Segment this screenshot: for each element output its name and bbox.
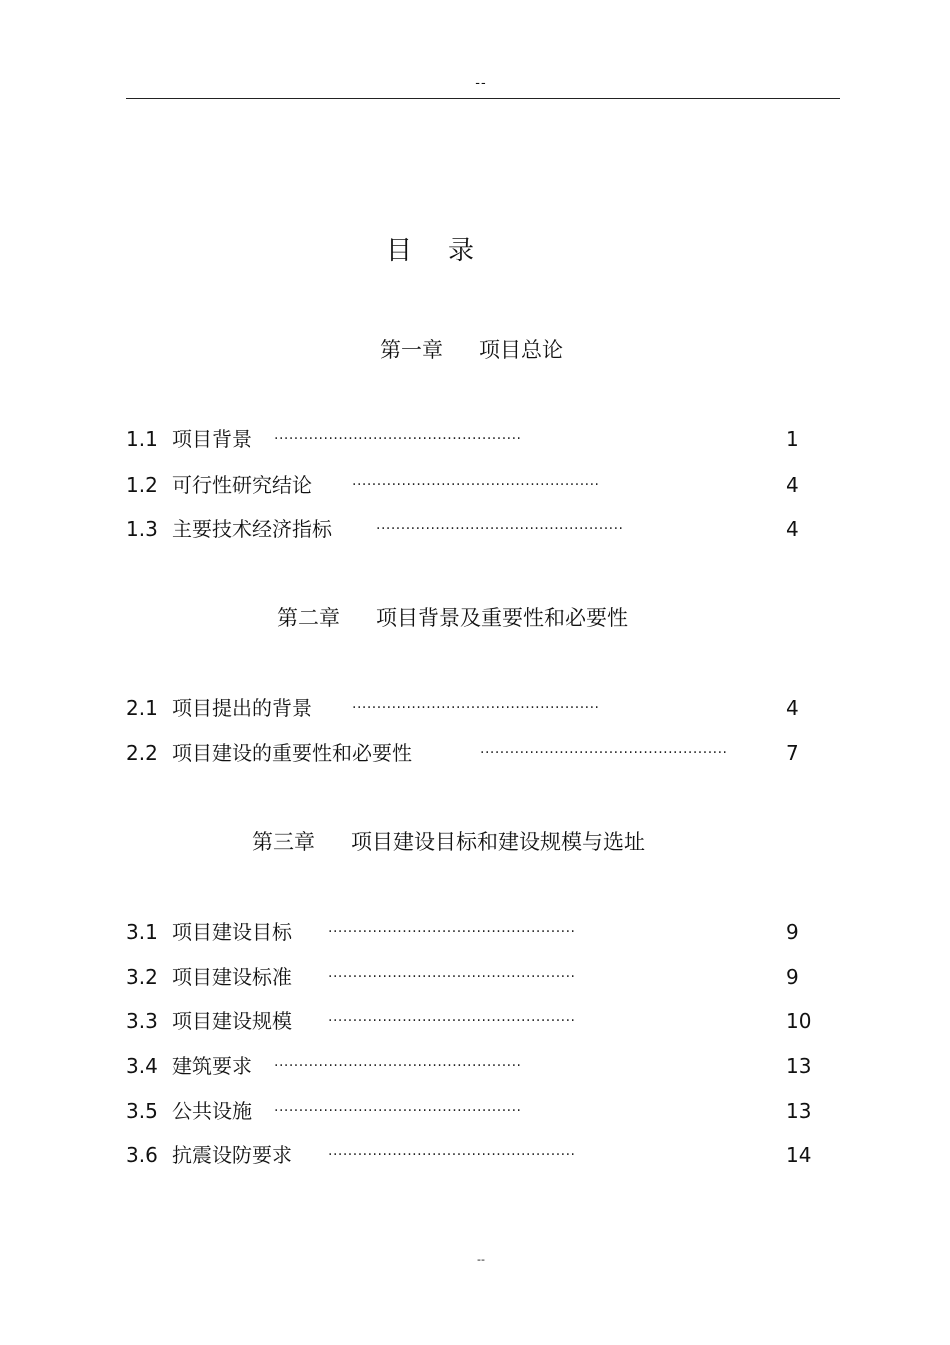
entry-page-number: 9: [786, 965, 799, 989]
toc-title-char-2: 录: [448, 236, 477, 266]
entry-number: 1.2: [126, 473, 158, 497]
entry-text: 项目建设规模: [172, 1009, 292, 1033]
entry-number: 3.2: [126, 965, 158, 989]
dot-leader: ··················································: [376, 522, 624, 536]
toc-entry-2-2[interactable]: [126, 740, 412, 766]
dot-leader: ··················································: [352, 478, 600, 492]
entry-page-number: 4: [786, 696, 799, 720]
entry-page-number: 13: [786, 1054, 812, 1078]
entry-number: 2.1: [126, 696, 158, 720]
entry-text: 建筑要求: [172, 1054, 252, 1078]
toc-entry-3-2[interactable]: [126, 964, 292, 990]
dot-leader: ··················································: [352, 701, 600, 715]
dot-leader: ··················································: [274, 1104, 522, 1118]
entry-number: 3.4: [126, 1054, 158, 1078]
chapter-title: 项目背景及重要性和必要性: [376, 606, 628, 630]
entry-page-number: 7: [786, 741, 799, 765]
toc-title-char-1: 目: [386, 236, 415, 266]
chapter-number: 第一章: [380, 338, 443, 362]
chapter-heading-2: [277, 604, 628, 632]
entry-text: 项目背景: [172, 427, 252, 451]
toc-entry-1-3[interactable]: [126, 516, 332, 542]
entry-page-number: 4: [786, 473, 799, 497]
dot-leader: ··················································: [274, 1059, 522, 1073]
entry-text: 主要技术经济指标: [172, 517, 332, 541]
entry-text: 抗震设防要求: [172, 1143, 292, 1167]
entry-text: 项目建设标准: [172, 965, 292, 989]
entry-text: 项目建设的重要性和必要性: [172, 741, 412, 765]
toc-title: [386, 234, 476, 268]
dot-leader: ··················································: [274, 432, 522, 446]
dot-leader: ··················································: [328, 925, 576, 939]
toc-entry-3-4[interactable]: [126, 1053, 252, 1079]
entry-text: 项目提出的背景: [172, 696, 312, 720]
entry-page-number: 4: [786, 517, 799, 541]
chapter-heading-1: [380, 336, 563, 364]
chapter-number: 第二章: [277, 606, 340, 630]
entry-page-number: 14: [786, 1143, 812, 1167]
page-footer-mark: --: [477, 1253, 485, 1266]
page-header-mark: --: [475, 76, 487, 91]
toc-entry-1-1[interactable]: [126, 426, 252, 452]
entry-text: 公共设施: [172, 1099, 252, 1123]
entry-number: 1.3: [126, 517, 158, 541]
entry-page-number: 1: [786, 427, 799, 451]
dot-leader: ··················································: [480, 746, 728, 760]
dot-leader: ··················································: [328, 970, 576, 984]
entry-number: 3.1: [126, 920, 158, 944]
chapter-heading-3: [252, 828, 645, 856]
entry-page-number: 9: [786, 920, 799, 944]
chapter-number: 第三章: [252, 830, 315, 854]
entry-number: 1.1: [126, 427, 158, 451]
entry-page-number: 13: [786, 1099, 812, 1123]
entry-text: 可行性研究结论: [172, 473, 312, 497]
dot-leader: ··················································: [328, 1014, 576, 1028]
toc-entry-3-5[interactable]: [126, 1098, 252, 1124]
entry-number: 3.5: [126, 1099, 158, 1123]
entry-number: 3.3: [126, 1009, 158, 1033]
entry-number: 3.6: [126, 1143, 158, 1167]
entry-number: 2.2: [126, 741, 158, 765]
toc-entry-2-1[interactable]: [126, 695, 312, 721]
toc-entry-1-2[interactable]: [126, 472, 312, 498]
toc-entry-3-3[interactable]: [126, 1008, 292, 1034]
header-rule: [126, 98, 840, 99]
chapter-title: 项目建设目标和建设规模与选址: [351, 830, 645, 854]
toc-entry-3-1[interactable]: [126, 919, 292, 945]
toc-entry-3-6[interactable]: [126, 1142, 292, 1168]
entry-text: 项目建设目标: [172, 920, 292, 944]
chapter-title: 项目总论: [479, 338, 563, 362]
dot-leader: ··················································: [328, 1148, 576, 1162]
entry-page-number: 10: [786, 1009, 812, 1033]
